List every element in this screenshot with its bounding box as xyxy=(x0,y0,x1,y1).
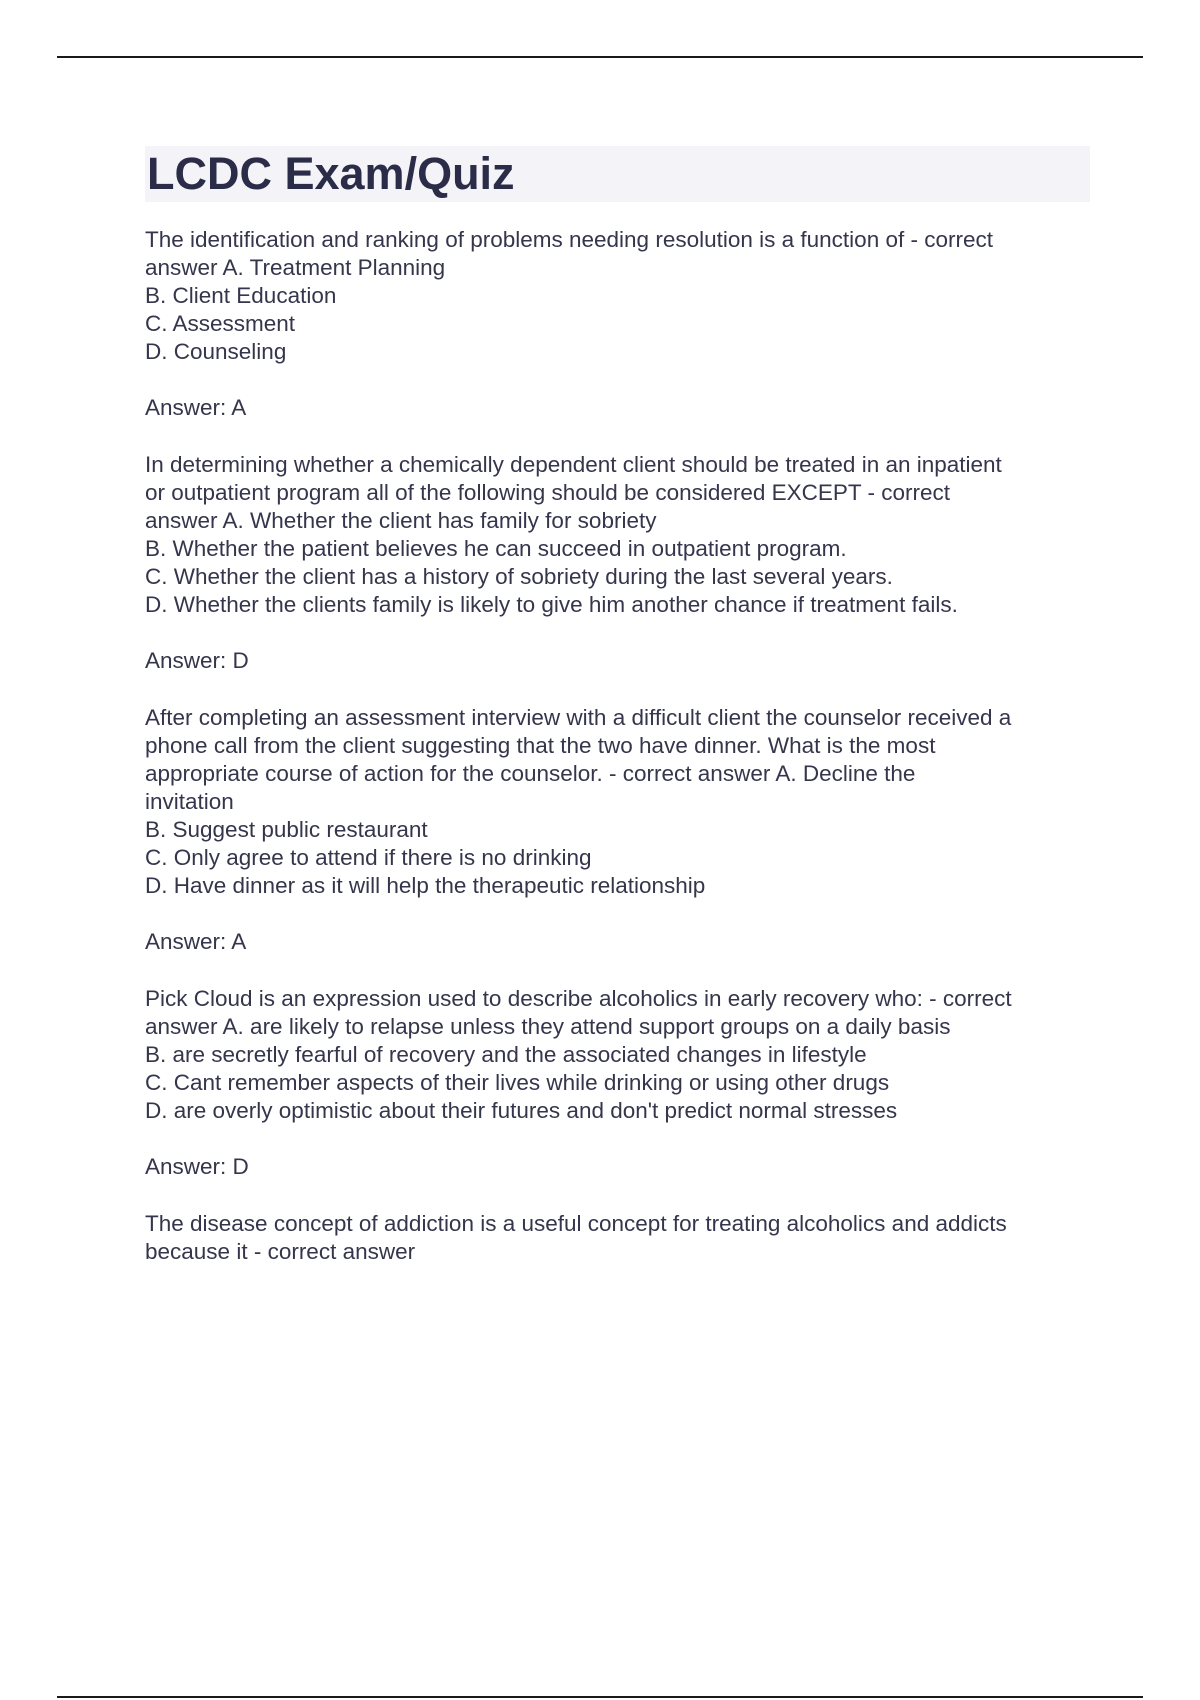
option-b: B. Client Education xyxy=(145,283,337,308)
option-c: C. Whether the client has a history of sobriety during the last several years. xyxy=(145,564,893,589)
question-block xyxy=(145,985,1090,1181)
answer-text: Answer: D xyxy=(145,648,249,673)
option-d: D. are overly optimistic about their futures and don't predict normal stresses xyxy=(145,1098,898,1123)
question-line: appropriate course of action for the counselor. - correct answer A. Decline the xyxy=(145,761,916,786)
option-b: B. are secretly fearful of recovery and the associated changes in lifestyle xyxy=(145,1042,867,1067)
option-b: B. Whether the patient believes he can succeed in outpatient program. xyxy=(145,536,847,561)
answer-text: Answer: A xyxy=(145,395,247,420)
option-c: C. Only agree to attend if there is no drinking xyxy=(145,845,592,870)
option-b: B. Suggest public restaurant xyxy=(145,817,428,842)
option-c: C. Cant remember aspects of their lives while drinking or using other drugs xyxy=(145,1070,890,1095)
question-line: answer A. Whether the client has family for sobriety xyxy=(145,508,657,533)
document-body xyxy=(145,146,1090,1266)
question-line: phone call from the client suggesting that the two have dinner. What is the most xyxy=(145,733,936,758)
question-text xyxy=(145,704,1090,900)
bottom-rule xyxy=(57,1696,1143,1698)
question-text xyxy=(145,1210,1090,1266)
question-line: In determining whether a chemically dependent client should be treated in an inpatient xyxy=(145,452,1002,477)
question-text xyxy=(145,451,1090,619)
question-line: because it - correct answer xyxy=(145,1239,416,1264)
document-title: LCDC Exam/Quiz xyxy=(145,146,1090,202)
option-d: D. Counseling xyxy=(145,339,287,364)
answer-text: Answer: D xyxy=(145,1154,249,1179)
question-line: Pick Cloud is an expression used to describe alcoholics in early recovery who: - correct xyxy=(145,986,1012,1011)
option-c: C. Assessment xyxy=(145,311,296,336)
question-line: The identification and ranking of problems needing resolution is a function of - correct xyxy=(145,227,993,252)
question-line: invitation xyxy=(145,789,234,814)
answer-text: Answer: A xyxy=(145,929,247,954)
question-block xyxy=(145,704,1090,956)
question-block xyxy=(145,1210,1090,1266)
question-block xyxy=(145,226,1090,422)
question-line: The disease concept of addiction is a useful concept for treating alcoholics and addicts xyxy=(145,1211,1007,1236)
question-text xyxy=(145,226,1090,366)
question-line: answer A. Treatment Planning xyxy=(145,255,446,280)
top-rule xyxy=(57,56,1143,58)
question-block xyxy=(145,451,1090,675)
question-text xyxy=(145,985,1090,1125)
question-line: answer A. are likely to relapse unless they attend support groups on a daily basis xyxy=(145,1014,951,1039)
option-d: D. Have dinner as it will help the therapeutic relationship xyxy=(145,873,706,898)
question-list xyxy=(145,226,1090,1266)
question-line: After completing an assessment interview with a difficult client the counselor received a xyxy=(145,705,1012,730)
option-d: D. Whether the clients family is likely to give him another chance if treatment fails. xyxy=(145,592,958,617)
question-line: or outpatient program all of the following should be considered EXCEPT - correct xyxy=(145,480,951,505)
